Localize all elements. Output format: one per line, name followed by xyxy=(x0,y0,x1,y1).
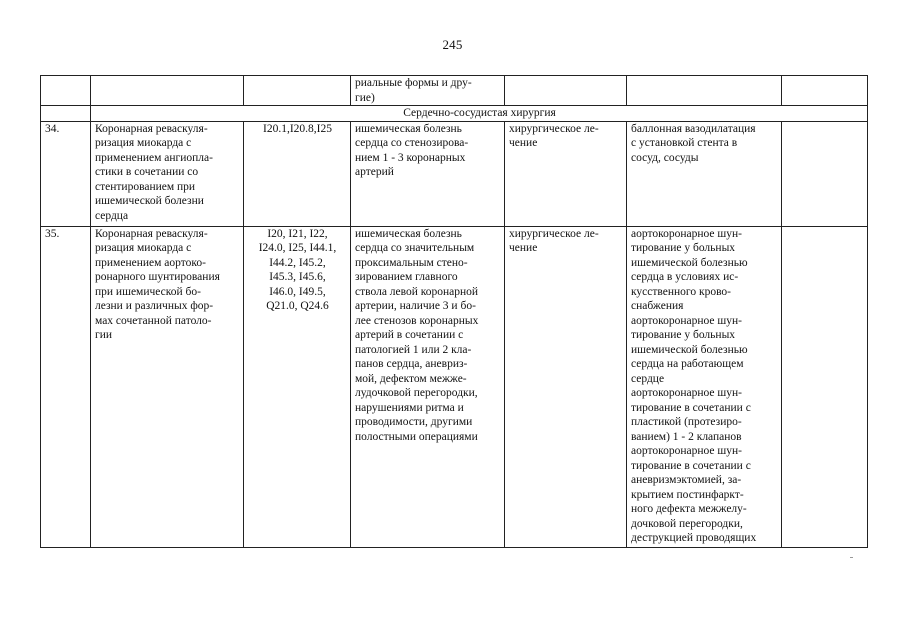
text-line: при ишемической бо- xyxy=(95,285,201,298)
text-line: аортокоронарное шун- xyxy=(631,227,742,240)
cell-disease xyxy=(351,121,505,226)
text-line: тирование у больных xyxy=(631,329,736,341)
text-line: риальные формы и дру- xyxy=(355,77,472,89)
table-row-section xyxy=(41,106,868,122)
scan-artifact xyxy=(850,557,853,558)
text-line: патологией 1 или 2 кла- xyxy=(355,343,472,356)
cell-codes xyxy=(244,226,351,547)
text-line: ишемической болезни xyxy=(95,195,204,207)
text-line: лудочковой перегородки, xyxy=(355,387,478,399)
text-line: Q21.0, Q24.6 xyxy=(266,300,329,312)
text-line: ишемическая болезнь xyxy=(355,227,462,240)
text-line: артерий xyxy=(355,166,394,178)
text-line: кусственного крово- xyxy=(631,285,732,298)
cell-number: 35. xyxy=(41,226,91,547)
text-line: сердца со стенозирова- xyxy=(355,137,469,149)
text-line: ишемическая болезнь xyxy=(355,122,462,135)
text-line: крытием постинфаркт- xyxy=(631,488,744,501)
medical-care-table xyxy=(40,75,868,548)
section-header: Сердечно-сосудистая хирургия xyxy=(91,106,868,122)
cell-method xyxy=(627,76,782,106)
text-line: применением ангиопла- xyxy=(95,151,213,164)
text-line: тирование в сочетании с xyxy=(631,459,751,472)
text-line: пластикой (протезиро- xyxy=(631,416,742,428)
text-line: артерий в сочетании с xyxy=(355,329,464,341)
cell-name xyxy=(91,121,244,226)
text-line: чение xyxy=(509,242,538,254)
cell-extra xyxy=(782,76,868,106)
cell-treatment xyxy=(505,226,627,547)
table-row xyxy=(41,226,868,547)
text-line: I45.3, I45.6, xyxy=(269,271,326,283)
cell-extra xyxy=(782,121,868,226)
text-line: I20, I21, I22, xyxy=(267,227,328,240)
text-line: гие) xyxy=(355,91,375,104)
text-line: чение xyxy=(509,137,538,149)
text-line: нарушениями ритма и xyxy=(355,401,464,414)
text-line: стентированием при xyxy=(95,180,196,193)
text-line: мой, дефектом межже- xyxy=(355,372,467,385)
table-row xyxy=(41,121,868,226)
text-line: ишемической болезнью xyxy=(631,343,748,356)
text-line: полостными операциями xyxy=(355,430,478,443)
text-line: хирургическое ле- xyxy=(509,227,599,240)
text-line: стики в сочетании со xyxy=(95,166,199,178)
text-line: I46.0, I49.5, xyxy=(269,285,326,298)
text-line: сердца в условиях ис- xyxy=(631,271,739,283)
text-line: аортокоронарное шун- xyxy=(631,314,742,327)
cell-codes xyxy=(244,76,351,106)
text-line: Коронарная реваскуля- xyxy=(95,227,208,240)
text-line: сосуд, сосуды xyxy=(631,151,699,164)
cell-disease xyxy=(351,226,505,547)
cell-extra xyxy=(782,226,868,547)
cell-method xyxy=(627,226,782,547)
text-line: тирование у больных xyxy=(631,242,736,254)
text-line: аневризмэктомией, за- xyxy=(631,474,742,486)
text-line: ствола левой коронарной xyxy=(355,285,479,298)
text-line: ризация миокарда с xyxy=(95,242,192,254)
cell-codes xyxy=(244,121,351,226)
text-line: проводимости, другими xyxy=(355,416,473,428)
text-line: применением аортоко- xyxy=(95,256,206,269)
text-line: ронарного шунтирования xyxy=(95,271,220,283)
text-line: Коронарная реваскуля- xyxy=(95,122,208,135)
text-line: лее стенозов коронарных xyxy=(355,314,479,327)
text-line: I44.2, I45.2, xyxy=(269,256,326,269)
cell-treatment xyxy=(505,76,627,106)
text-line: нием 1 - 3 коронарных xyxy=(355,151,466,164)
text-line: хирургическое ле- xyxy=(509,122,599,135)
text-line: аортокоронарное шун- xyxy=(631,445,742,457)
cell-number xyxy=(41,106,91,122)
text-line: снабжения xyxy=(631,300,684,312)
text-line: дочковой перегородки, xyxy=(631,517,743,530)
text-line: ризация миокарда с xyxy=(95,137,192,149)
text-line: тирование в сочетании с xyxy=(631,401,751,414)
text-line: сердца xyxy=(95,209,129,222)
text-line: ишемической болезнью xyxy=(631,256,748,269)
text-line: I24.0, I25, I44.1, xyxy=(258,242,337,254)
text-line: лезни и различных фор- xyxy=(95,300,214,312)
text-line: зированием главного xyxy=(355,271,458,283)
text-line: сердца на работающем xyxy=(631,358,744,370)
text-line: панов сердца, аневриз- xyxy=(355,358,468,370)
cell-name xyxy=(91,226,244,547)
page-number: 245 xyxy=(442,37,463,52)
cell-treatment xyxy=(505,121,627,226)
cell-method xyxy=(627,121,782,226)
text-line: I20.1,I20.8,I25 xyxy=(263,122,332,135)
cell-number: 34. xyxy=(41,121,91,226)
text-line: деструкцией проводящих xyxy=(631,532,757,544)
text-line: артерии, наличие 3 и бо- xyxy=(355,300,476,312)
text-line: баллонная вазодилатация xyxy=(631,122,756,135)
text-line: ного дефекта межжелу- xyxy=(631,503,747,515)
cell-number xyxy=(41,76,91,106)
text-line: аортокоронарное шун- xyxy=(631,387,742,399)
text-line: ванием) 1 - 2 клапанов xyxy=(631,430,742,443)
text-line: гии xyxy=(95,329,113,341)
cell-name xyxy=(91,76,244,106)
text-line: проксимальным стено- xyxy=(355,256,468,269)
cell-disease xyxy=(351,76,505,106)
text-line: с установкой стента в xyxy=(631,137,738,149)
text-line: мах сочетанной патоло- xyxy=(95,314,212,327)
text-line: сердца со значительным xyxy=(355,242,475,254)
table-row-continuation xyxy=(41,76,868,106)
text-line: сердце xyxy=(631,372,665,385)
